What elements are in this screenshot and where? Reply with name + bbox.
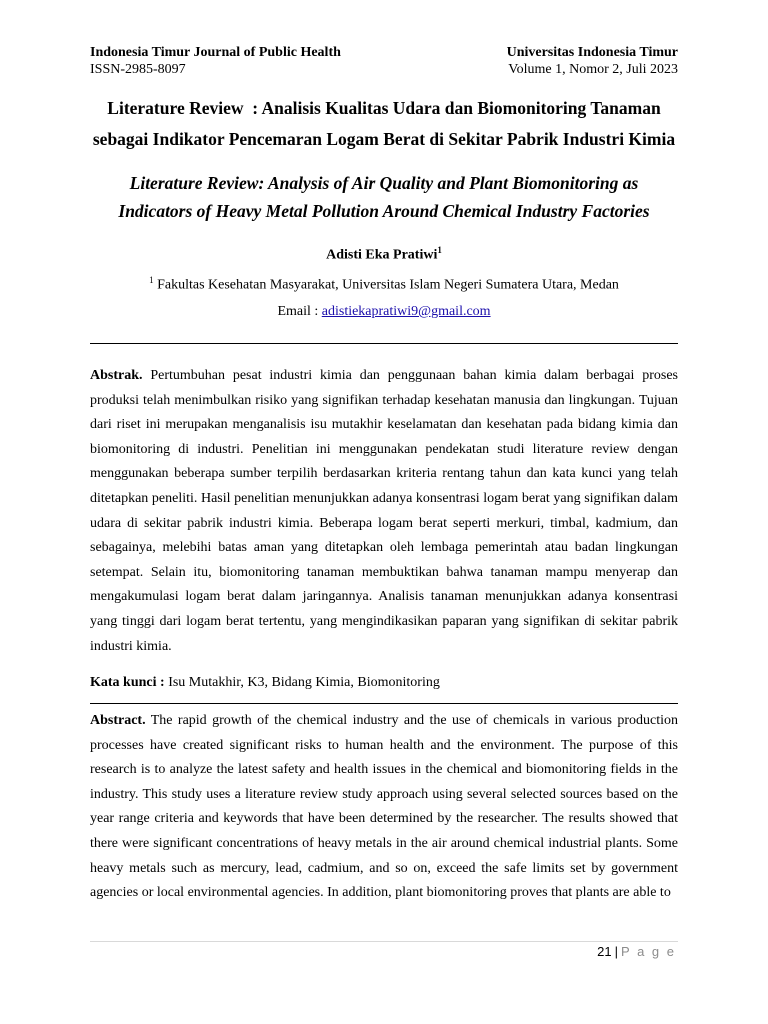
author-name: Adisti Eka Pratiwi xyxy=(326,247,438,263)
footer-separator: | xyxy=(614,944,619,959)
header-left xyxy=(90,44,341,78)
title-indonesian xyxy=(80,93,688,155)
abstract-english-text: The rapid growth of the chemical industry and the use of chemicals in various production processes have created significant risks to human health and the environment. The purpose of this research is to analyze the latest safety and health issues in the chemical and biomonitoring fields in the industry. This study uses a literature review study approach using several selected sources based on the year range criteria and keywords that have been determined by the researcher. The results showed that there were significant concentrations of heavy metals in the air around chemical industrial plants. Some heavy metals such as mercury, lead, cadmium, and so on, exceed the safe limits set by government agencies or local environmental agencies. In addition, plant biomonitoring proves that plants are able to xyxy=(90,713,678,901)
abstract-indonesian-text: Pertumbuhan pesat industri kimia dan penggunaan bahan kimia dalam berbagai proses produksi telah menimbulkan risiko yang signifikan terhadap kesehatan manusia dan lingkungan. Tujuan dari riset ini merupakan menganalisis isu mutakhir keselamatan dan kesehatan pada bidang kimia dan biomonitoring di industri. Penelitian ini menggunakan pendekatan studi literature review dengan menggunakan beberapa sumber terpilih berdasarkan kriteria rentang tahun dan kata kunci yang telah ditetapkan peneliti. Hasil penelitian menunjukkan adanya konsentrasi logam berat yang signifikan dalam udara di sekitar pabrik industri kimia. Beberapa logam berat seperti merkuri, timbal, kadmium, dan sebagainya, melebihi batas aman yang ditetapkan oleh lembaga pemerintah atau badan lingkungan setempat. Selain itu, biomonitoring tanaman membuktikan bahwa tanaman mampu menyerap dan mengakumulasi logam berat dalam jaringannya. Analisis tanaman menunjukkan adanya konsentrasi yang tinggi dari logam berat tertentu, yang mengindikasikan paparan yang signifikan di sekitar pabrik industri kimia. xyxy=(90,368,678,654)
page-number: 21 xyxy=(597,944,612,959)
email-line xyxy=(0,304,768,320)
abstract-indonesian-label: Abstrak. xyxy=(90,368,143,383)
header-right xyxy=(507,44,678,78)
page-footer xyxy=(597,944,676,959)
title-indonesian-line: Literature Review : Analisis Kualitas Udara dan Biomonitoring Tanaman xyxy=(107,98,661,118)
divider xyxy=(90,343,678,344)
journal-name: Indonesia Timur Journal of Public Health xyxy=(90,45,341,60)
divider xyxy=(90,703,678,704)
footer-divider xyxy=(90,941,678,942)
title-english-line: Literature Review: Analysis of Air Quality and Plant Biomonitoring as xyxy=(129,173,639,193)
keywords-label: Kata kunci : xyxy=(90,675,165,690)
email-link[interactable]: adistiekapratiwi9@gmail.com xyxy=(321,304,491,319)
affiliation-text: Fakultas Kesehatan Masyarakat, Universitas Islam Negeri Sumatera Utara, Medan xyxy=(153,277,619,293)
keywords-text: Isu Mutakhir, K3, Bidang Kimia, Biomonitoring xyxy=(164,675,440,690)
page-label: P a g e xyxy=(621,944,676,959)
abstract-english-label: Abstract. xyxy=(90,713,146,728)
affiliation-mark: 1 xyxy=(149,275,154,285)
author-affiliation-mark: 1 xyxy=(437,245,442,255)
title-english-line: Indicators of Heavy Metal Pollution Around Chemical Industry Factories xyxy=(118,201,650,221)
title-english xyxy=(80,169,688,225)
abstract-indonesian xyxy=(90,364,678,659)
author xyxy=(0,245,768,264)
keywords xyxy=(90,673,678,693)
university-name: Universitas Indonesia Timur xyxy=(506,45,678,60)
title-indonesian-line: sebagai Indikator Pencemaran Logam Berat di Sekitar Pabrik Industri Kimia xyxy=(92,129,676,149)
abstract-english xyxy=(90,709,678,906)
email-label: Email : xyxy=(277,304,322,319)
affiliation xyxy=(0,275,768,294)
issn: ISSN-2985-8097 xyxy=(90,62,186,77)
volume-info: Volume 1, Nomor 2, Juli 2023 xyxy=(508,62,678,77)
